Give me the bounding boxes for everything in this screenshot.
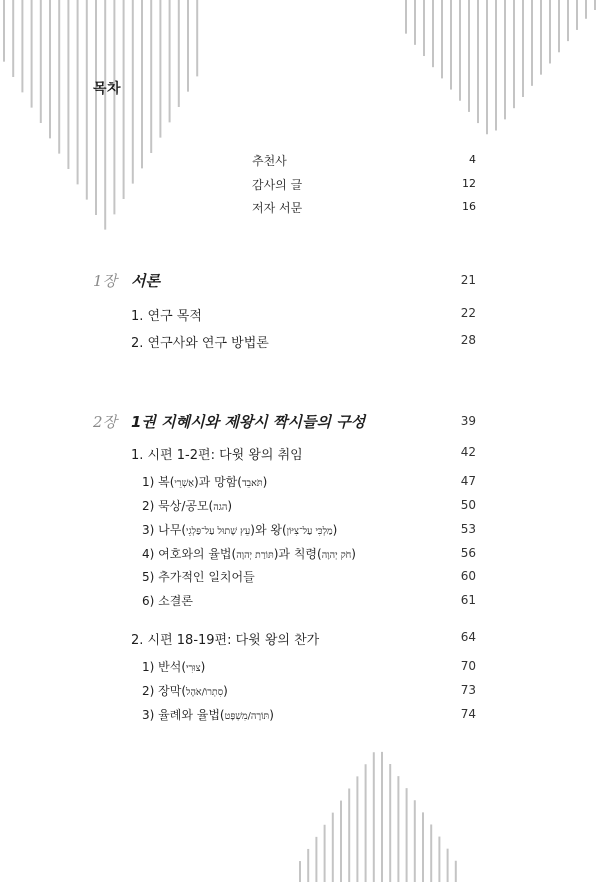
chapter-page: 21 (460, 273, 476, 287)
subsection-page: 61 (460, 593, 476, 607)
section-title: 2. 시편 18-19편: 다윗 왕의 찬가 (131, 633, 320, 648)
chapter-number: 2장 (93, 413, 118, 431)
chapter-title: 1권 지혜시와 제왕시 짝시들의 구성 (131, 413, 366, 431)
front-matter-title: 저자 서문 (252, 201, 303, 215)
section-page: 28 (460, 333, 476, 347)
front-matter-page: 12 (462, 177, 476, 190)
front-matter-title: 감사의 글 (252, 178, 303, 192)
chapter-page: 39 (460, 414, 476, 428)
subsection-title: 4) 여호와의 율법(תּוֹרַת יְהוָה)과 칙령(חֹק יְהוָה) (142, 547, 356, 561)
subsection-page: 53 (460, 522, 476, 536)
section-title: 1. 시편 1-2편: 다윗 왕의 취임 (131, 448, 303, 463)
toc-title: 목차 (93, 81, 122, 97)
subsection-title: 1) 반석(צוּרִי) (142, 660, 206, 674)
subsection-page: 60 (460, 569, 476, 583)
subsection-title: 6) 소결론 (142, 594, 193, 608)
subsection-page: 47 (460, 474, 476, 488)
subsection-page: 50 (460, 498, 476, 512)
front-matter-page: 4 (469, 153, 476, 166)
subsection-title: 3) 율례와 율법(תּוֹרָה/מִשְׁפָּט) (142, 708, 274, 722)
front-matter-title: 추천사 (252, 154, 287, 168)
subsection-title: 2) 묵상/공모(הגה) (142, 499, 232, 513)
subsection-page: 73 (460, 683, 476, 697)
subsection-title: 1) 복(אַשְׁרֵי)과 망함(תֹּאבֵד) (142, 475, 268, 489)
subsection-title: 2) 장막(סִתְרוֹ/אֹהֶל) (142, 684, 228, 698)
chapter-title: 서론 (131, 272, 160, 290)
section-page: 22 (460, 306, 476, 320)
section-title: 2. 연구사와 연구 방법론 (131, 336, 269, 351)
section-page: 64 (460, 630, 476, 644)
chapter-number: 1장 (93, 272, 118, 290)
front-matter-page: 16 (462, 200, 476, 213)
subsection-page: 56 (460, 546, 476, 560)
section-title: 1. 연구 목적 (131, 309, 202, 324)
subsection-title: 5) 추가적인 일치어들 (142, 570, 255, 584)
subsection-title: 3) 나무(עֵץ שָׁתוּל עַל־פַּלְגֵי)와 왕(מַלְכִּי עַל־צִיּוֹן) (142, 523, 338, 537)
subsection-page: 74 (460, 707, 476, 721)
subsection-page: 70 (460, 659, 476, 673)
section-page: 42 (460, 445, 476, 459)
